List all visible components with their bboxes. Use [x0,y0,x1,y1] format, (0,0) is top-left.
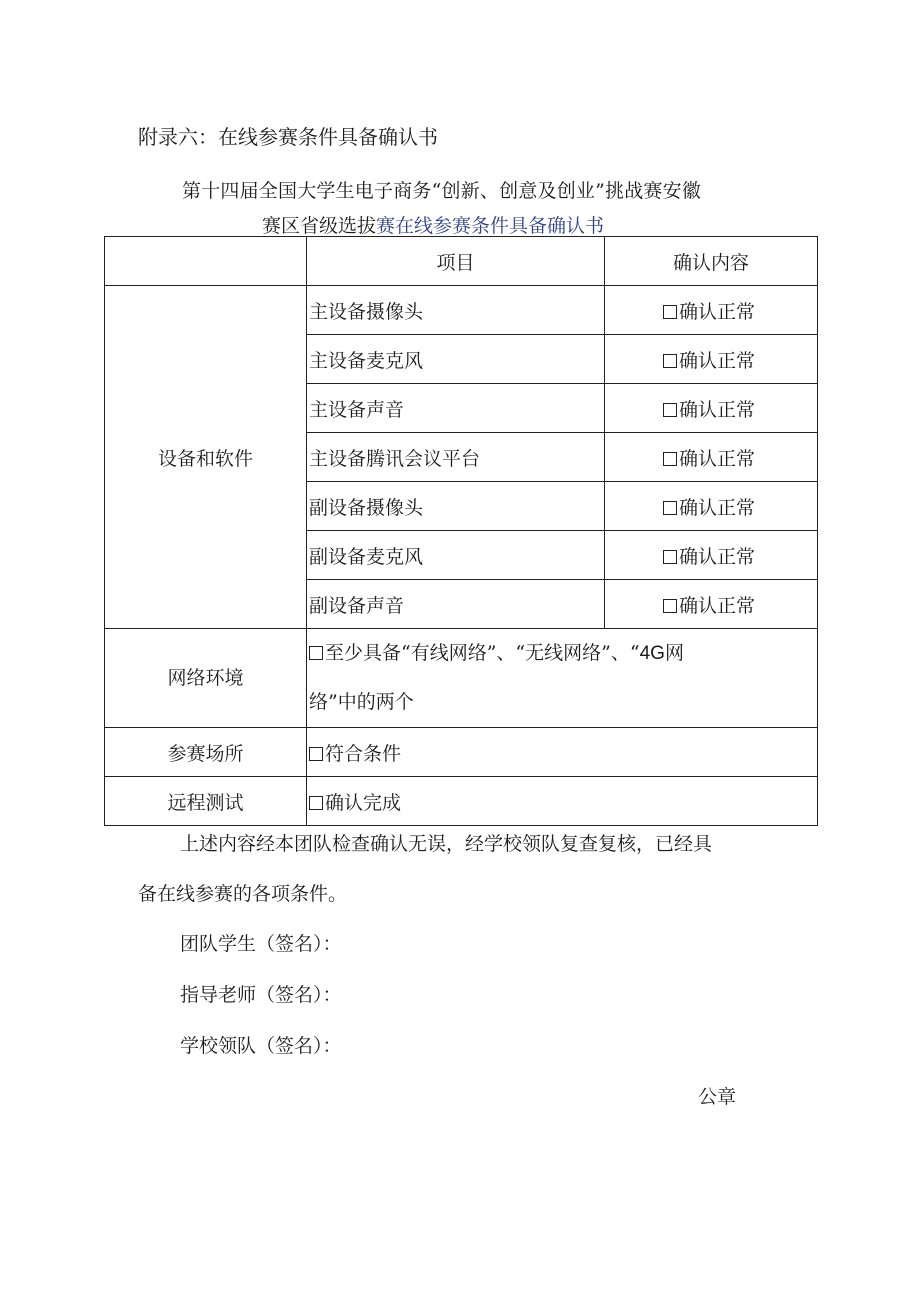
confirm-cell[interactable] [605,531,818,580]
device-item: 主设备摄像头 [307,286,605,335]
confirm-cell[interactable] [605,335,818,384]
device-item: 副设备麦克风 [307,531,605,580]
document-title-line1: 第十四届全国大学生电子商务“创新、创意及创业”挑战赛安徽 [182,180,702,202]
table-row-venue [105,728,818,777]
checkbox-icon[interactable] [663,550,677,564]
venue-value: 符合条件 [325,742,402,765]
title-line2-highlight: 赛在线参赛条件具备确认书 [376,215,605,237]
device-section-label: 设备和软件 [105,286,307,629]
header-confirm: 确认内容 [605,237,818,286]
body-text-line2: 备在线参赛的各项条件。 [138,883,348,905]
device-item: 主设备声音 [307,384,605,433]
table-header-row [105,237,818,286]
confirm-label: 确认正常 [679,447,756,470]
device-item: 副设备声音 [307,580,605,629]
network-line1-b: 网 [664,642,684,664]
confirm-cell[interactable] [605,580,818,629]
document-title-line2 [262,211,604,238]
network-line1-num: 4G [639,643,665,664]
device-item: 副设备摄像头 [307,482,605,531]
confirm-cell[interactable] [605,433,818,482]
device-item: 主设备麦克风 [307,335,605,384]
confirm-label: 确认正常 [679,349,756,372]
checkbox-icon[interactable] [663,403,677,417]
confirm-cell[interactable] [605,286,818,335]
title-line2-prefix: 赛区省级选拔 [262,215,377,237]
table-row-network [105,629,818,728]
confirm-label: 确认正常 [679,300,756,323]
network-label: 网络环境 [105,629,307,728]
signature-teacher[interactable]: 指导老师（签名）： [180,984,342,1006]
checkbox-icon[interactable] [663,354,677,368]
remote-test-label: 远程测试 [105,777,307,826]
table-row [105,286,818,335]
header-item: 项目 [307,237,605,286]
header-blank [105,237,307,286]
signature-leader[interactable]: 学校领队（签名）： [180,1035,342,1057]
confirm-label: 确认正常 [679,594,756,617]
network-text [309,629,749,727]
network-line1-a: 至少具备“有线网络”、“无线网络”、“ [325,642,640,664]
confirmation-table [104,236,818,826]
checkbox-icon[interactable] [309,646,323,660]
checkbox-icon[interactable] [663,452,677,466]
checkbox-icon[interactable] [309,747,323,761]
checkbox-icon[interactable] [663,599,677,613]
venue-option[interactable] [307,728,818,777]
checkbox-icon[interactable] [309,796,323,810]
body-text-line1: 上述内容经本团队检查确认无误，经学校领队复查复核，已经具 [180,833,713,855]
confirm-label: 确认正常 [679,545,756,568]
network-line2: 络”中的两个 [309,691,414,713]
device-item: 主设备腾讯会议平台 [307,433,605,482]
checkbox-icon[interactable] [663,305,677,319]
confirm-cell[interactable] [605,482,818,531]
network-option[interactable] [307,629,818,728]
remote-test-value: 确认完成 [325,791,402,814]
signature-students[interactable]: 团队学生（签名）： [180,933,342,955]
table-row-remote-test [105,777,818,826]
confirm-label: 确认正常 [679,496,756,519]
confirm-label: 确认正常 [679,398,756,421]
venue-label: 参赛场所 [105,728,307,777]
confirm-cell[interactable] [605,384,818,433]
remote-test-option[interactable] [307,777,818,826]
checkbox-icon[interactable] [663,501,677,515]
official-seal-label: 公章 [698,1086,737,1108]
appendix-title: 附录六：在线参赛条件具备确认书 [138,125,438,149]
